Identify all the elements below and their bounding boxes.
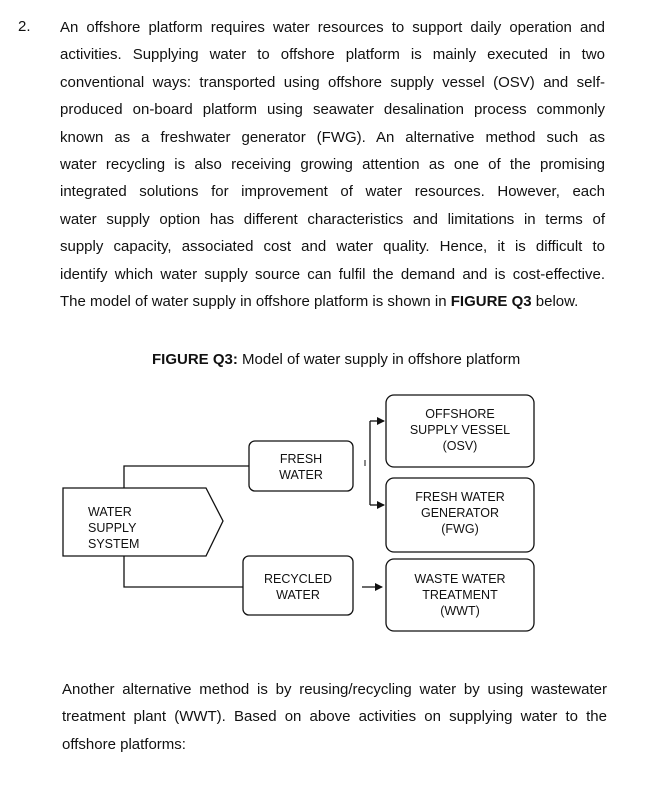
- recycled-water-label: [243, 571, 353, 603]
- box-line: SYSTEM: [88, 537, 140, 551]
- box-line: WATER: [276, 588, 320, 602]
- box-line: SUPPLY VESSEL: [409, 423, 511, 437]
- fwg-label: [386, 489, 534, 537]
- last-line-prefix: The model of water supply in offshore platform is shown in: [60, 293, 451, 311]
- osv-label: [386, 406, 534, 454]
- box-line: WATER: [279, 468, 323, 482]
- box-line: TREATMENT: [422, 588, 498, 602]
- paragraph-line: integrated solutions for improvement of water resources. However, each: [60, 183, 605, 201]
- connector-to-recycled-water: [124, 556, 243, 587]
- paragraph-line: water recycling is also receiving growing attention as one of the promising: [60, 156, 605, 174]
- water-supply-system-label: [88, 504, 139, 552]
- box-line: WATER: [88, 505, 132, 519]
- paragraph-line: known as a freshwater generator (FWG). An alternative method such as: [60, 128, 605, 146]
- figure-caption-label: FIGURE Q3:: [152, 351, 238, 368]
- box-line: OFFSHORE: [425, 407, 495, 421]
- paragraph-line: water supply option has different characteristics and limitations in terms of: [60, 210, 605, 228]
- box-line: FRESH WATER: [415, 490, 505, 504]
- question-number: 2.: [18, 18, 31, 35]
- follow-up-paragraph: [62, 676, 607, 758]
- paragraph-line: An offshore platform requires water resources to support daily operation and: [60, 19, 605, 36]
- paragraph-line: produced on-board platform using seawater desalination process commonly: [60, 101, 605, 119]
- box-line: (WWT): [440, 604, 480, 618]
- paragraph-line: identify which water supply source can fulfil the demand and is cost-effective.: [60, 265, 605, 283]
- figure-caption-text: Model of water supply in offshore platform: [237, 351, 521, 368]
- box-line: WASTE WATER: [414, 572, 506, 586]
- connector-to-fresh-water: [124, 466, 249, 488]
- box-line: FRESH: [279, 452, 323, 466]
- fresh-water-label: [249, 451, 353, 483]
- box-line: (OSV): [442, 439, 478, 453]
- last-line-suffix: below.: [531, 293, 579, 311]
- box-line: (FWG): [441, 522, 479, 536]
- box-line: SUPPLY: [88, 521, 137, 535]
- box-line: RECYCLED: [263, 572, 333, 586]
- paragraph-line: conventional ways: transported using offshore supply vessel (OSV) and self-: [60, 73, 605, 91]
- follow-up-line: offshore platforms:: [62, 735, 186, 753]
- follow-up-line: treatment plant (WWT). Based on above activities on supplying water to the: [62, 708, 607, 726]
- figure-reference: FIGURE Q3: [450, 293, 532, 311]
- paragraph-line: activities. Supplying water to offshore platform is mainly executed in two: [60, 46, 605, 64]
- paragraph-line: supply capacity, associated cost and water quality. Hence, it is difficult to: [60, 238, 605, 256]
- follow-up-line: Another alternative method is by reusing/recycling water by using wastewater: [62, 681, 607, 698]
- water-supply-system-shape: [63, 488, 223, 556]
- box-line: GENERATOR: [420, 506, 500, 520]
- wwt-label: [386, 571, 534, 619]
